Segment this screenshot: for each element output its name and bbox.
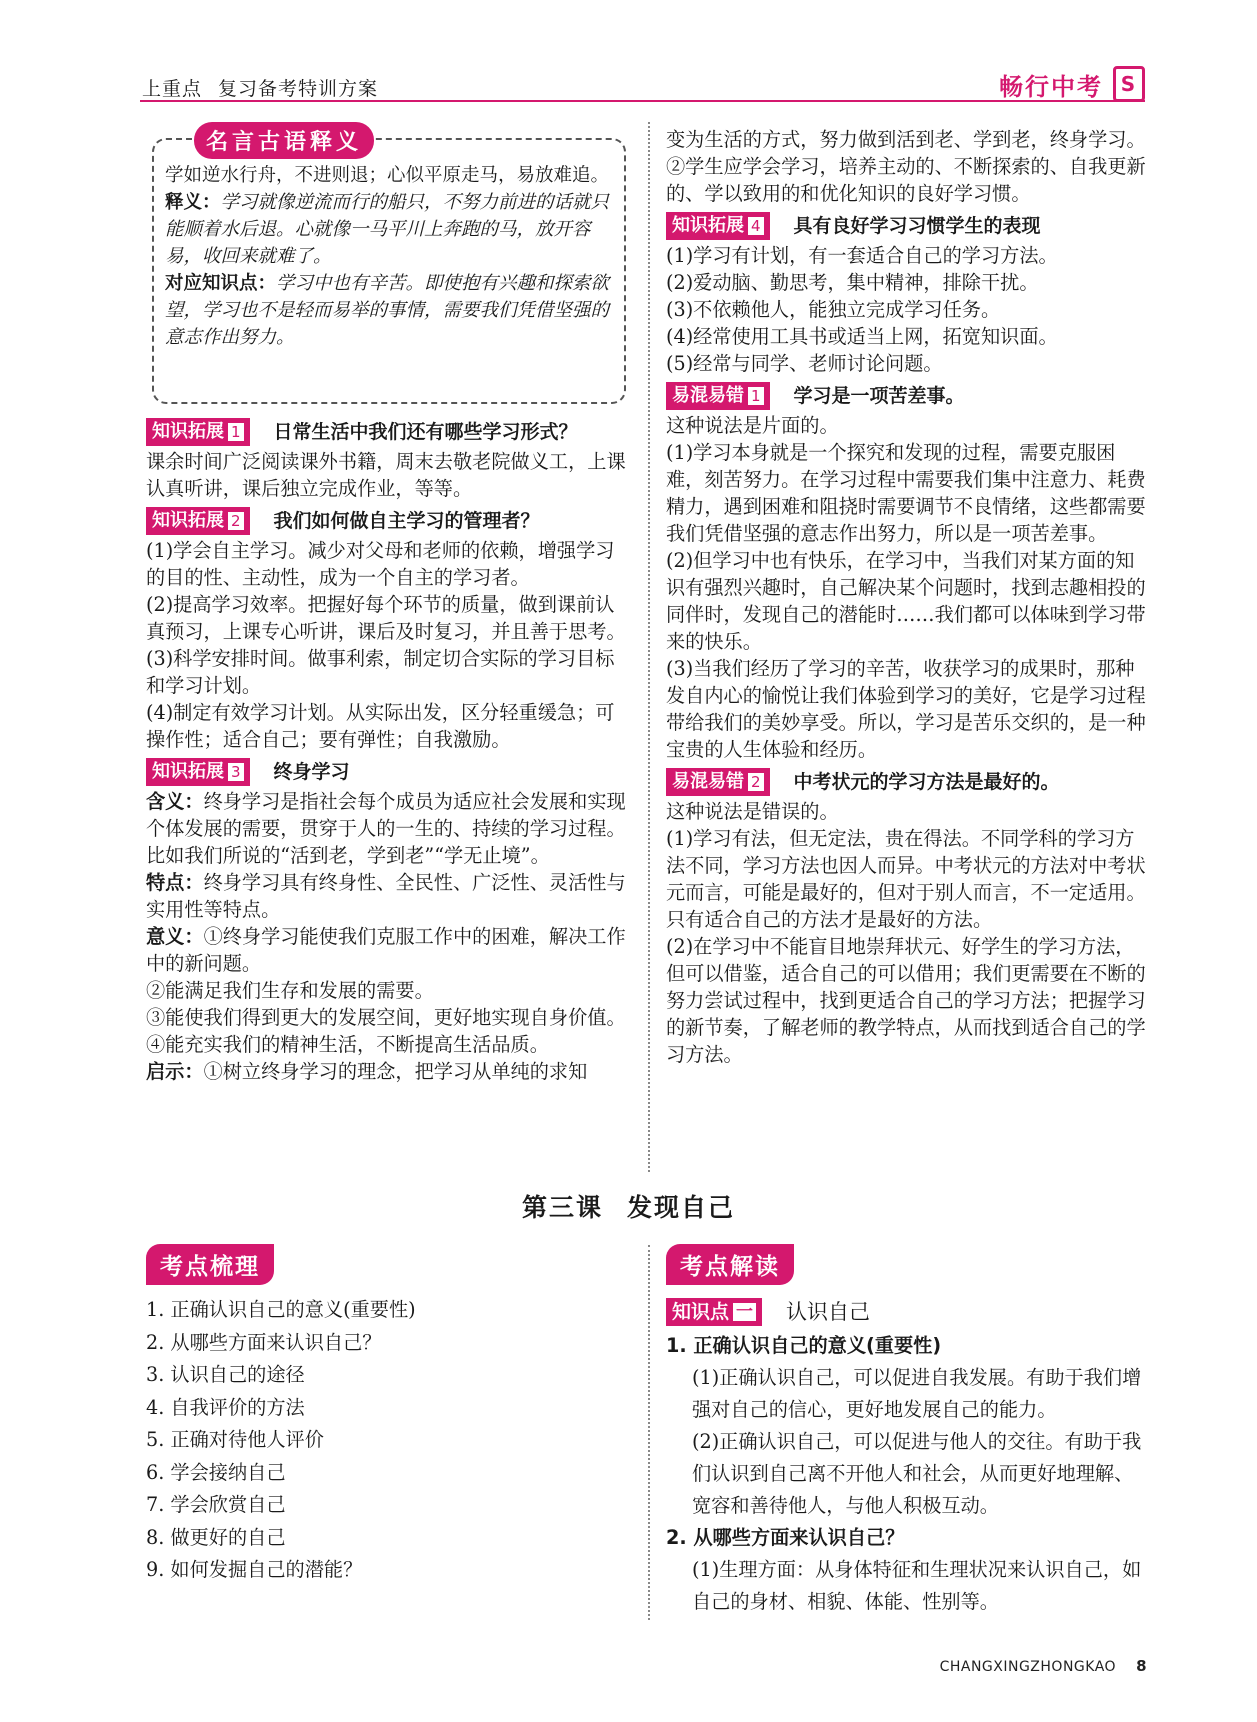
y2-heading xyxy=(666,768,1148,796)
zsd-tag: 知识点 一 xyxy=(666,1298,762,1326)
quote-knowledge: 对应知识点：学习中也有辛苦。即使抱有兴趣和探索欲望，学习也不是轻而易举的事情，需要我们凭借坚强的意志作出努力。 xyxy=(165,273,610,348)
header-series: 上重点 xyxy=(142,78,203,100)
list-item: 2. 从哪些方面来认识自己？ xyxy=(146,1330,382,1354)
y1-tag: 易混易错 1 xyxy=(666,382,770,410)
brand-title: 畅行中考 xyxy=(999,72,1103,101)
k4-item: (5)经常与同学、老师讨论问题。 xyxy=(666,352,943,375)
y2-item: 这种说法是错误的。 xyxy=(666,800,839,823)
kaodian-jiedu-banner: 考点解读 xyxy=(666,1244,794,1285)
k4-item: (3)不依赖他人，能独立完成学习任务。 xyxy=(666,298,1001,321)
y1-item: (3)当我们经历了学习的辛苦，收获学习的成果时，那种发自内心的愉悦让我们体验到学习的美好，它是学习过程带给我们的美妙享受。所以，学习是苦乐交织的，是一种宝贵的人生体验和经历。 xyxy=(666,657,1146,761)
k1-body: 课余时间广泛阅读课外书籍，周末去敬老院做义工，上课认真听讲，课后独立完成作业，等等。 xyxy=(146,450,626,500)
left-column xyxy=(146,413,628,1085)
kaodian-shuli-section xyxy=(146,1244,274,1285)
list-item: 4. 自我评价的方法 xyxy=(146,1395,305,1419)
k3-heading xyxy=(146,758,628,786)
footer-text: CHANGXINGZHONGKAO xyxy=(939,1659,1117,1675)
k2-tag: 知识拓展 2 xyxy=(146,507,250,535)
k2-item: (1)学会自主学习。减少对父母和老师的依赖，增强学习的目的性、主动性，成为一个自主的学习者。 xyxy=(146,539,615,589)
column-divider-lower xyxy=(648,1245,650,1620)
k4-item: (2)爱动脑、勤思考，集中精神，排除干扰。 xyxy=(666,271,1039,294)
k3-significance-item: ③能使我们得到更大的发展空间，更好地实现自身价值。 xyxy=(146,1006,626,1029)
point-heading: 2. 从哪些方面来认识自己？ xyxy=(666,1526,905,1549)
lesson-name: 发现自己 xyxy=(627,1193,736,1222)
list-item: 1. 正确认识自己的意义(重要性) xyxy=(146,1298,416,1321)
kaodian-shuli-banner: 考点梳理 xyxy=(146,1244,274,1285)
list-item: 5. 正确对待他人评价 xyxy=(146,1428,324,1451)
quote-explanation: 释义：学习就像逆流而行的船只，不努力前进的话就只能顺着水后退。心就像一马平川上奔跑的马，放开容易，收回来就难了。 xyxy=(165,192,610,267)
y2-tag: 易混易错 2 xyxy=(666,768,770,796)
k3-inspiration: 启示：①树立终身学习的理念，把学习从单纯的求知 xyxy=(146,1060,588,1083)
zsd-heading xyxy=(666,1296,1150,1328)
kaodian-list xyxy=(146,1294,626,1587)
k3-title: 终身学习 xyxy=(273,760,350,783)
zsd-title: 认识自己 xyxy=(786,1300,871,1324)
page-footer xyxy=(940,1657,1147,1675)
k2-heading xyxy=(146,507,628,535)
header-rule xyxy=(140,100,1145,102)
y2-item: (1)学习有法，但无定法，贵在得法。不同学科的学习方法不同，学习方法也因人而异。中考状元的方法对中考状元而言，可能是最好的，但对于别人而言，不一定适用。只有适合自己的方法才是最好的方法。 xyxy=(666,827,1146,931)
point-text: (1)生理方面：从身体特征和生理状况来认识自己，如自己的身材、相貌、体能、性别等。 xyxy=(692,1558,1142,1613)
y1-title: 学习是一项苦差事。 xyxy=(793,384,965,407)
right-column xyxy=(666,126,1148,1068)
list-item: 7. 学会欣赏自己 xyxy=(146,1493,286,1516)
list-item: 6. 学会接纳自己 xyxy=(146,1460,286,1484)
k4-heading xyxy=(666,212,1148,240)
quote-line: 学如逆水行舟，不进则退；心似平原走马，易放难追。 xyxy=(165,165,610,186)
k2-item: (4)制定有效学习计划。从实际出发，区分轻重缓急；可操作性；适合自己；要有弹性；自我激励。 xyxy=(146,701,615,751)
y1-item: 这种说法是片面的。 xyxy=(666,414,839,437)
k3-meaning: 含义：终身学习是指社会每个成员为适应社会发展和实现个体发展的需要，贯穿于人的一生的、持续的学习过程。比如我们所说的“活到老，学到老”“学无止境”。 xyxy=(146,790,626,867)
brand-logo-icon: S xyxy=(1113,66,1145,102)
k1-title: 日常生活中我们还有哪些学习形式？ xyxy=(273,420,578,443)
k3-features: 特点：终身学习具有终身性、全民性、广泛性、灵活性与实用性等特点。 xyxy=(146,871,626,921)
point-heading: 1. 正确认识自己的意义(重要性) xyxy=(666,1334,942,1357)
point-text: (1)正确认识自己，可以促进自我发展。有助于我们增强对自己的信心，更好地发展自己的能力。 xyxy=(692,1366,1142,1421)
list-item: 9. 如何发掘自己的潜能？ xyxy=(146,1558,363,1581)
y2-item: (2)在学习中不能盲目地崇拜状元、好学生的学习方法，但可以借鉴，适合自己的可以借用；我们更需要在不断的努力尝试过程中，找到更适合自己的学习方法；把握学习的新节奏，了解老师的教学特点，从而找到适合自己的学习方法。 xyxy=(666,935,1146,1066)
k2-item: (2)提高学习效率。把握好每个环节的质量，做到课前认真预习，上课专心听讲，课后及时复习，并且善于思考。 xyxy=(146,593,626,643)
y1-item: (2)但学习中也有快乐，在学习中，当我们对某方面的知识有强烈兴趣时，自己解决某个问题时，找到志趣相投的同伴时，发现自己的潜能时……我们都可以体味到学习带来的快乐。 xyxy=(666,549,1146,653)
lesson-number: 第三课 xyxy=(521,1193,603,1222)
header-subtitle: 复习备考特训方案 xyxy=(218,78,379,100)
list-item: 8. 做更好的自己 xyxy=(146,1525,286,1549)
k3-significance-item: ④能充实我们的精神生活，不断提高生活品质。 xyxy=(146,1033,549,1056)
k3-significance: 意义：①终身学习能使我们克服工作中的困难，解决工作中的新问题。 xyxy=(146,925,626,975)
list-item: 3. 认识自己的途径 xyxy=(146,1363,305,1386)
k1-tag: 知识拓展 1 xyxy=(146,418,250,446)
quote-content xyxy=(165,162,613,351)
k2-title: 我们如何做自主学习的管理者？ xyxy=(273,509,540,532)
point-text: (2)正确认识自己，可以促进与他人的交往。有助于我们认识到自己离不开他人和社会，从而更好地理解、宽容和善待他人，与他人积极互动。 xyxy=(692,1430,1142,1517)
k2-item: (3)科学安排时间。做事利索，制定切合实际的学习目标和学习计划。 xyxy=(146,647,615,697)
running-header xyxy=(142,74,378,101)
k4-title: 具有良好学习习惯学生的表现 xyxy=(793,214,1041,237)
continued-text: ②学生应学会学习，培养主动的、不断探索的、自我更新的、学以致用的和优化知识的良好学习惯。 xyxy=(666,155,1146,205)
kaodian-jiedu-section xyxy=(666,1244,794,1285)
page-number: 8 xyxy=(1136,1657,1147,1675)
k3-tag: 知识拓展 3 xyxy=(146,758,250,786)
k1-heading xyxy=(146,418,628,446)
lesson-title xyxy=(0,1188,1257,1224)
brand-header xyxy=(999,66,1145,102)
k4-item: (4)经常使用工具书或适当上网，拓宽知识面。 xyxy=(666,325,1058,348)
y1-heading xyxy=(666,382,1148,410)
k4-tag: 知识拓展 4 xyxy=(666,212,770,240)
k4-item: (1)学习有计划，有一套适合自己的学习方法。 xyxy=(666,244,1058,267)
column-divider xyxy=(648,122,650,1172)
y1-item: (1)学习本身就是一个探究和发现的过程，需要克服困难，刻苦努力。在学习过程中需要我们集中注意力、耗费精力，遇到困难和阻挠时需要调节不良情绪，这些都需要我们凭借坚强的意志作出努力，所以是一项苦差事。 xyxy=(666,441,1146,545)
quote-title: 名言古语释义 xyxy=(194,122,374,159)
k3-significance-item: ②能满足我们生存和发展的需要。 xyxy=(146,979,434,1002)
continued-text: 变为生活的方式，努力做到活到老、学到老，终身学习。 xyxy=(666,128,1146,151)
y2-title: 中考状元的学习方法是最好的。 xyxy=(793,770,1060,793)
kaodian-jiedu-content xyxy=(666,1296,1150,1618)
